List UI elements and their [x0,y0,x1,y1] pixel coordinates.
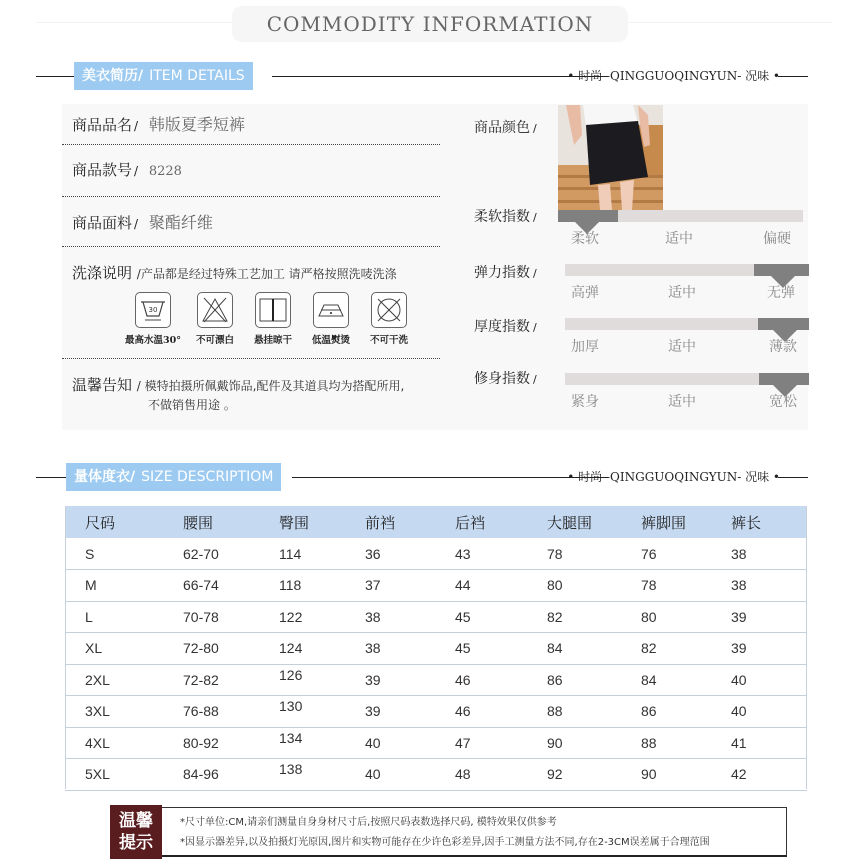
field-value: 聚酯纤维 [148,213,213,232]
dotted-divider [62,144,440,145]
field-value: 韩版夏季短裤 [148,115,245,134]
scale-label-text: 厚度指数 [474,319,530,335]
table-cell: 46 [455,664,547,696]
table-cell: 2XL [65,664,183,696]
softness-scale [565,210,809,250]
scale-fill [758,318,809,330]
table-cell: 80 [547,570,641,602]
brand-slogan: • 时尚 -QINGGUOQINGYUN- 况味 • [567,69,780,83]
table-cell: 38 [365,633,455,665]
table-cell: 76-88 [183,696,279,728]
care-item [186,292,244,346]
table-cell: 39 [731,601,807,633]
care-caption: 不可漂白 [195,335,234,346]
section-tag-en: SIZE DESCRIPTIOM [141,469,274,485]
tips-content [162,807,787,857]
no-bleach-icon [197,292,233,328]
column-header: 腰围 [183,506,279,538]
scale-label-elasticity: 弹力指数 / [474,265,537,281]
table-cell: 47 [455,727,547,759]
divider [292,477,608,478]
column-header: 裤脚围 [641,506,731,538]
field-value: / 模特拍摄所佩戴饰品,配件及其道具均为搭配所用, [136,379,405,393]
divider [778,76,808,77]
table-cell: 86 [641,696,731,728]
color-label-text: 商品颜色 [474,120,530,136]
table-cell: 38 [365,601,455,633]
table-header-row [65,506,807,538]
table-cell: 78 [547,538,641,570]
scale-option: 适中 [665,231,693,247]
section-tag-en: ITEM DETAILS [149,68,245,84]
table-cell: 48 [455,759,547,791]
section-tag-cn: 美衣简历/ [82,68,144,84]
table-cell: 38 [731,570,807,602]
table-row [65,727,807,759]
elasticity-scale [565,264,809,304]
section-tag [74,62,253,90]
hang-dry-icon [255,292,291,328]
tips-badge-line: 温馨 [119,811,153,831]
divider [36,76,76,77]
scale-option: 紧身 [571,394,599,410]
notice-line-2: 不做销售用途 。 [148,398,236,412]
field-label: 商品面料 [72,214,133,232]
scale-fill [754,264,809,276]
table-cell: 134 [279,727,365,759]
scale-label-text: 弹力指数 [474,265,530,281]
care-item [360,292,418,346]
table-cell: 5XL [65,759,183,791]
divider [272,76,608,77]
table-cell: 84-96 [183,759,279,791]
scale-option: 宽松 [769,394,797,410]
field-fabric: 商品面料 / 聚酯纤维 [72,213,213,232]
field-label: 商品品名 [72,116,133,134]
table-cell: 40 [365,727,455,759]
field-value: /产品都是经过特殊工艺加工 请严格按照洗唛洗涤 [136,267,397,281]
table-cell: 138 [279,759,365,791]
table-cell: 84 [641,664,731,696]
table-cell: 130 [279,696,365,728]
care-icons [120,292,420,344]
table-cell: 70-78 [183,601,279,633]
table-cell: 80 [641,601,731,633]
table-cell: 88 [547,696,641,728]
tip-line: *尺寸单位:CM,请亲们测量自身身材尺寸后,按照尺码表数选择尺码, 模特效果仅供参考 [180,817,557,828]
low-iron-icon [313,292,349,328]
field-value: 8228 [148,164,182,179]
table-row [65,759,807,791]
table-row [65,664,807,696]
divider [778,477,808,478]
thickness-scale [565,318,809,358]
table-cell: 80-92 [183,727,279,759]
table-cell: 114 [279,538,365,570]
care-item [302,292,360,346]
table-cell: 43 [455,538,547,570]
table-cell: 72-82 [183,664,279,696]
care-caption: 悬挂晾干 [253,335,292,346]
table-cell: 45 [455,633,547,665]
item-details-header [36,62,808,92]
page-title-text: COMMODITY INFORMATION [266,12,594,36]
scale-label-softness: 柔软指数 / [474,209,537,225]
table-cell: 3XL [65,696,183,728]
scale-label-text: 柔软指数 [474,209,530,225]
table-cell: 82 [547,601,641,633]
table-cell: 76 [641,538,731,570]
table-cell: L [65,601,183,633]
table-cell: 88 [641,727,731,759]
section-tag-cn: 量体度衣/ [74,469,136,485]
table-cell: 40 [365,759,455,791]
table-cell: 90 [641,759,731,791]
column-header: 前裆 [365,506,455,538]
field-label: 温馨告知 [72,376,133,394]
column-header: 臀围 [279,506,365,538]
brand-slogan: • 时尚 -QINGGUOQINGYUN- 况味 • [567,470,780,484]
care-item [124,292,182,346]
field-label: 洗涤说明 [72,264,133,282]
table-cell: 62-70 [183,538,279,570]
table-cell: 39 [365,696,455,728]
dotted-divider [62,246,440,247]
table-cell: XL [65,633,183,665]
table-cell: 44 [455,570,547,602]
divider [36,477,66,478]
svg-text:30: 30 [148,306,158,314]
section-tag [66,463,281,491]
table-cell: 39 [365,664,455,696]
table-cell: 40 [731,696,807,728]
table-cell: 92 [547,759,641,791]
table-cell: 37 [365,570,455,602]
table-cell: S [65,538,183,570]
table-cell: 66-74 [183,570,279,602]
table-cell: 45 [455,601,547,633]
field-notice [72,374,404,395]
scale-option: 加厚 [571,339,599,355]
product-color-photo[interactable] [558,105,663,210]
page-title [232,6,628,42]
column-header: 尺码 [65,506,183,538]
scale-option: 薄款 [769,339,797,355]
care-caption: 低温熨烫 [311,335,350,346]
table-row [65,601,807,633]
column-header: 后裆 [455,506,547,538]
table-cell: M [65,570,183,602]
size-table [65,506,807,791]
table-cell: 86 [547,664,641,696]
scale-label-fit: 修身指数 / [474,371,537,387]
table-row [65,538,807,570]
color-label: 商品颜色 / [474,120,537,136]
table-cell: 41 [731,727,807,759]
table-cell: 39 [731,633,807,665]
tips-box [110,805,787,859]
table-cell: 84 [547,633,641,665]
field-label: 商品款号 [72,161,133,179]
field-product-name: 商品品名 / 韩版夏季短裤 [72,115,245,134]
table-cell: 40 [731,664,807,696]
table-cell: 38 [731,538,807,570]
field-product-code: 商品款号 / 8228 [72,161,182,179]
scale-fill [759,373,809,385]
table-cell: 46 [455,696,547,728]
care-caption: 不可干洗 [369,335,408,346]
care-item [244,292,302,346]
table-cell: 78 [641,570,731,602]
table-cell: 72-80 [183,633,279,665]
scale-option: 偏硬 [763,231,791,247]
table-cell: 124 [279,633,365,665]
table-row [65,633,807,665]
wash-30-icon [135,292,171,328]
scale-label-thickness: 厚度指数 / [474,319,537,335]
table-cell: 118 [279,570,365,602]
tips-badge [110,805,162,859]
scale-option: 高弹 [571,285,599,301]
scale-option: 柔软 [571,231,599,247]
field-wash-instructions [72,262,397,283]
table-cell: 126 [279,664,365,696]
dotted-divider [62,358,440,359]
tips-badge-line: 提示 [119,833,153,853]
scale-option: 适中 [668,285,696,301]
table-cell: 42 [731,759,807,791]
size-description-header [36,463,808,493]
column-header: 大腿围 [547,506,641,538]
scale-option: 无弹 [767,285,795,301]
table-cell: 122 [279,601,365,633]
scale-fill [558,210,618,222]
no-dry-clean-icon [371,292,407,328]
table-cell: 4XL [65,727,183,759]
table-cell: 90 [547,727,641,759]
dotted-divider [62,196,440,197]
care-caption: 最高水温30° [125,335,181,346]
table-cell: 82 [641,633,731,665]
tip-line: *因显示器差异,以及拍摄灯光原因,图片和实物可能存在少许色彩差异,因手工测量方法不同,存在2-3CM误差属于合理范围 [180,837,710,848]
table-cell: 36 [365,538,455,570]
scale-label-text: 修身指数 [474,371,530,387]
table-row [65,570,807,602]
table-row [65,696,807,728]
scale-option: 适中 [668,394,696,410]
fit-scale [565,373,809,413]
scale-option: 适中 [668,339,696,355]
column-header: 裤长 [731,506,807,538]
